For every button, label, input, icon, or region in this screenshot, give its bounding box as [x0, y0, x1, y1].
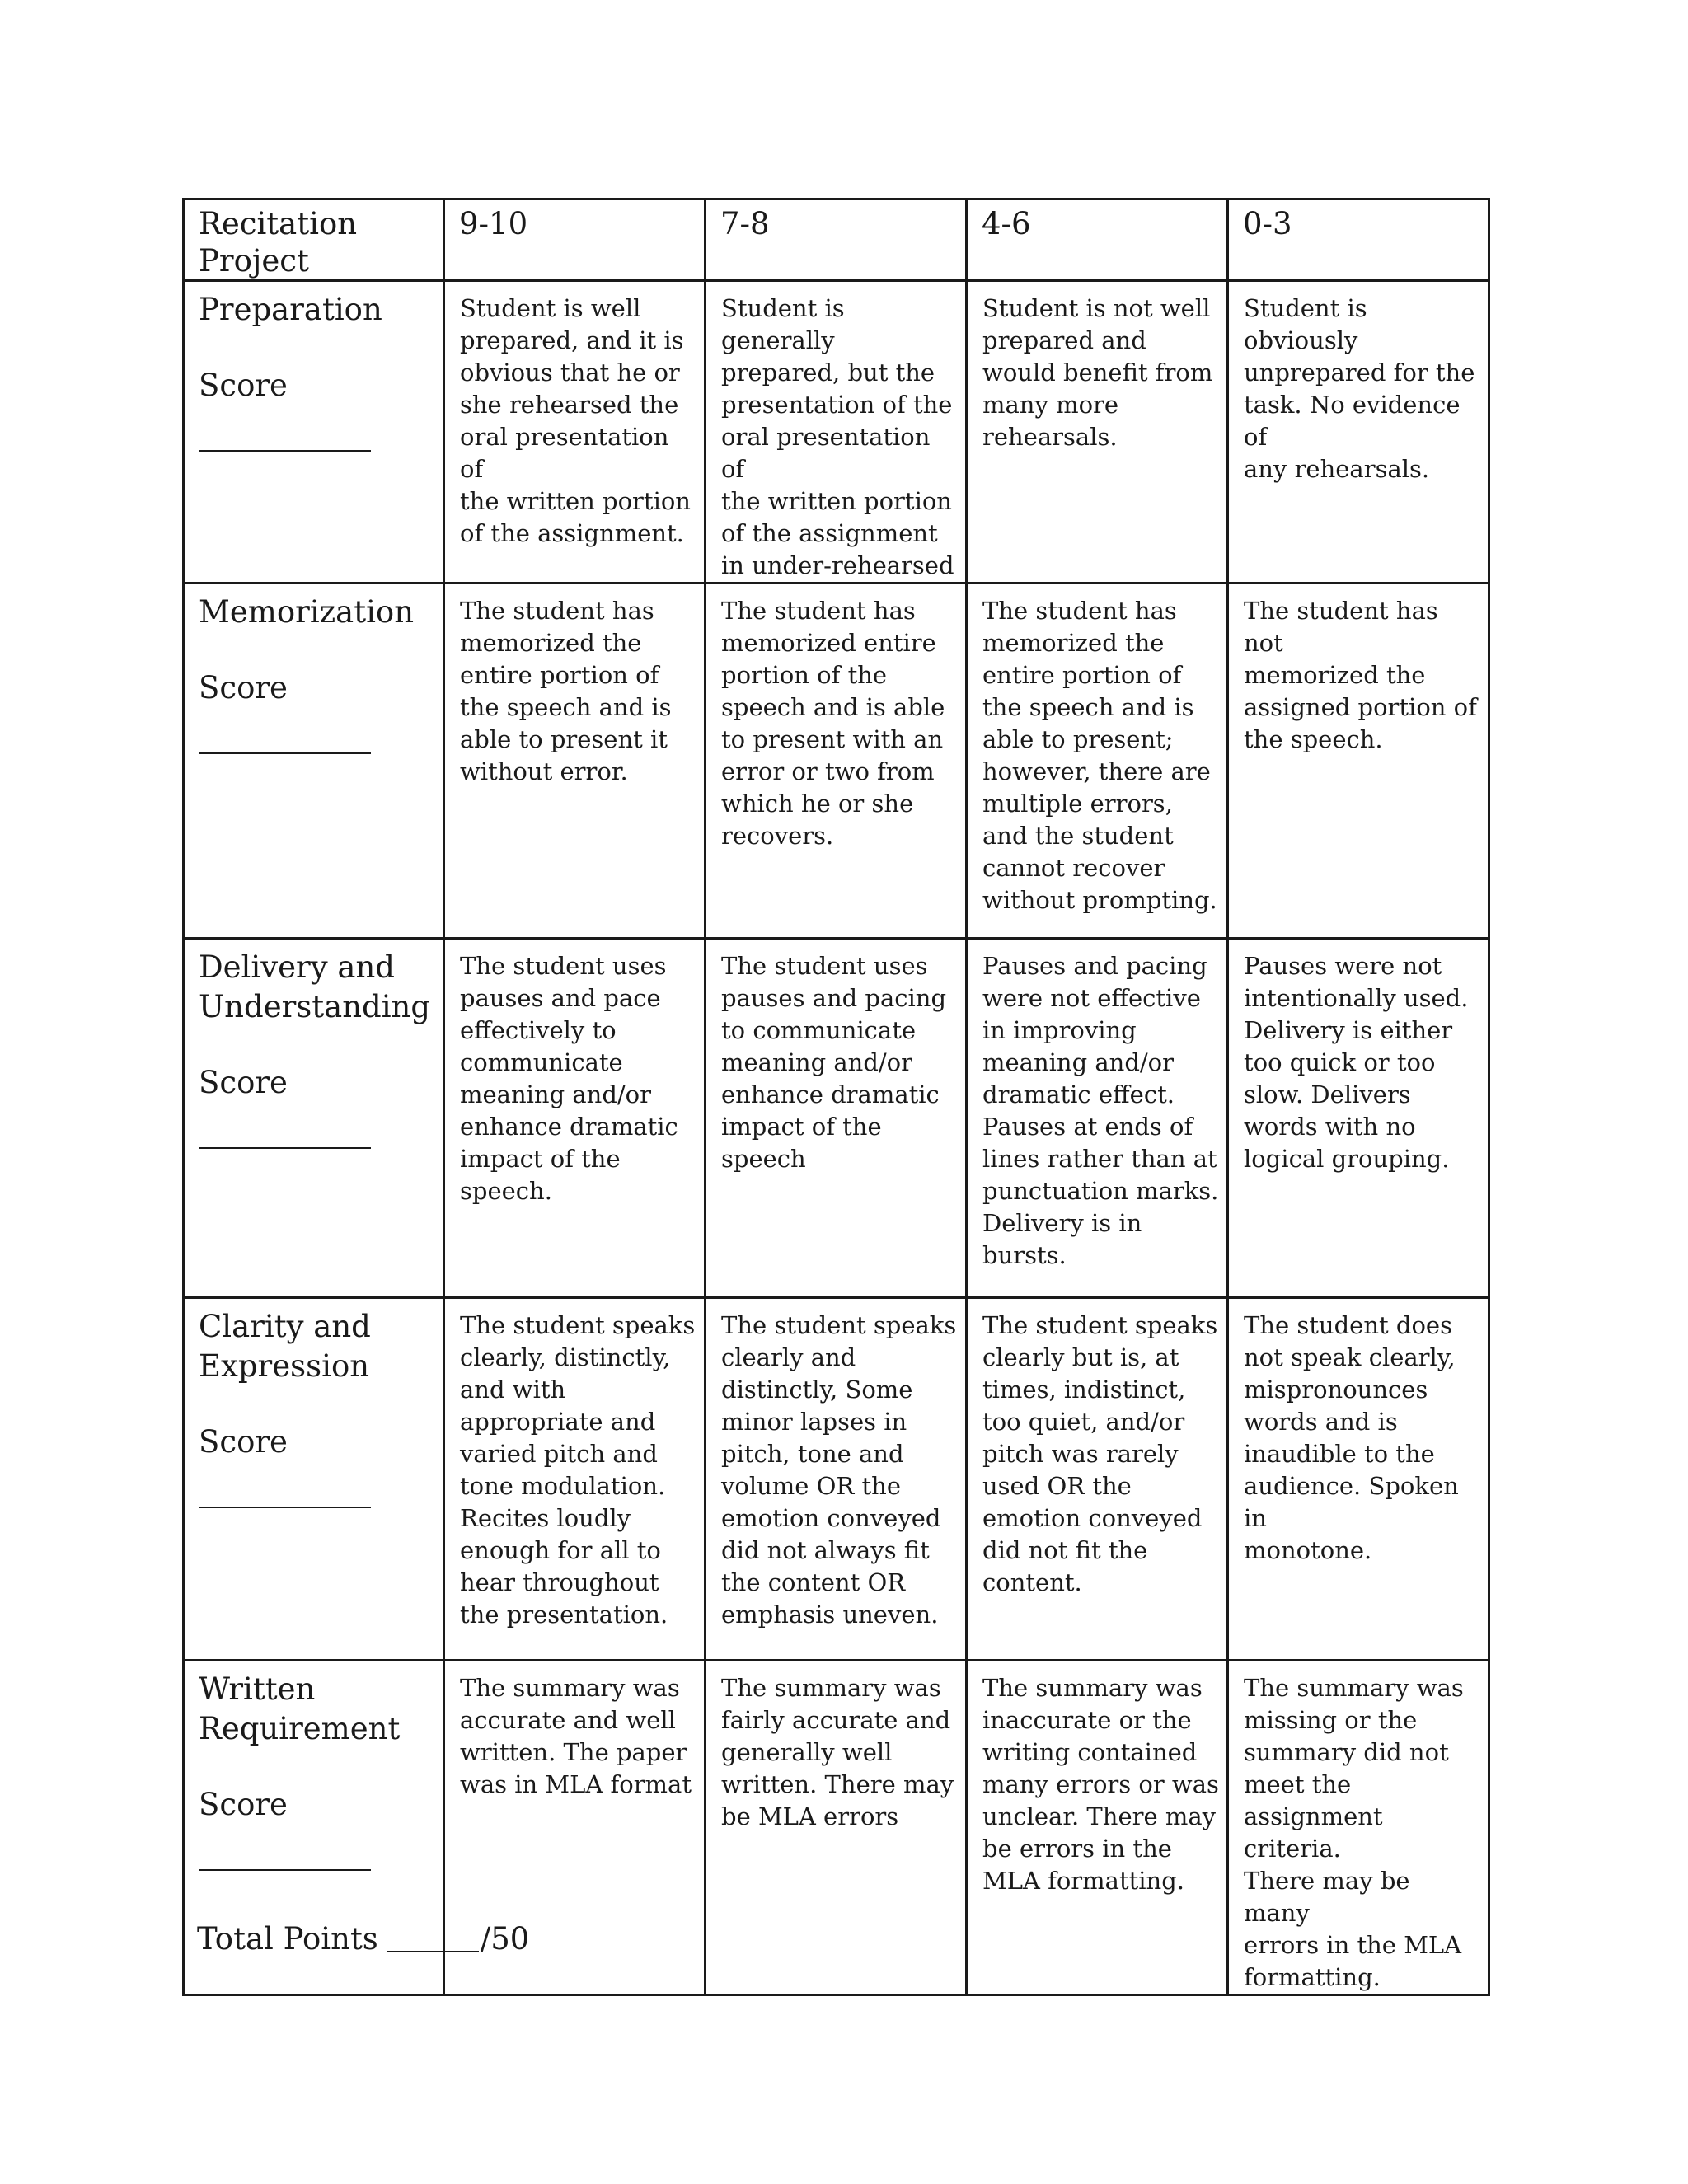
header-level-cell — [706, 199, 967, 281]
score-blank-line[interactable] — [199, 1147, 371, 1149]
criterion-cell — [184, 583, 444, 939]
criterion-cell — [184, 281, 444, 583]
level-description-cell — [1228, 281, 1489, 583]
level-description-cell — [706, 583, 967, 939]
level-description-cell — [444, 281, 706, 583]
score-label: Score — [199, 1424, 288, 1460]
header-level-cell — [1228, 199, 1489, 281]
criterion-name: Clarity and Expression — [199, 1309, 371, 1384]
score-blank-line[interactable] — [199, 1869, 371, 1871]
total-points-label: Total Points — [197, 1921, 378, 1957]
level-description: The student has memorized the entire portion of the speech and is able to present it without error. — [460, 597, 672, 785]
rubric-table — [182, 198, 1490, 1996]
level-description: The student does not speak clearly, mispronounces words and is inaudible to the audience. Spoken in monotone. — [1244, 1311, 1459, 1564]
level-description-cell — [706, 1298, 967, 1661]
level-description-cell — [967, 1298, 1228, 1661]
level-description-cell — [1228, 1298, 1489, 1661]
level-description: Student is not well prepared and would benefit from many more rehearsals. — [982, 294, 1213, 451]
level-description: Student is generally prepared, but the presentation of the oral presentation of the written portion of the assignment in under-rehearsed — [721, 294, 954, 579]
level-description: The student uses pauses and pace effectively to communicate meaning and/or enhance dramatic impact of the speech. — [460, 952, 678, 1205]
score-label: Score — [199, 1065, 288, 1100]
level-description: Pauses were not intentionally used. Delivery is either too quick or too slow. Delivers words with no logical grouping. — [1244, 952, 1469, 1173]
level-description-cell — [967, 281, 1228, 583]
header-level: 9-10 — [459, 206, 528, 241]
level-description: The summary was accurate and well written. The paper was in MLA format — [460, 1674, 692, 1798]
level-description-cell — [444, 939, 706, 1298]
level-description-cell — [967, 583, 1228, 939]
level-description: The student has memorized the entire portion of the speech and is able to present; however, there are multiple errors, and the student cannot recover without prompting. — [982, 597, 1217, 914]
score-label: Score — [199, 1787, 288, 1822]
level-description: The student has memorized entire portion of the speech and is able to present with an error or two from which he or she recovers. — [721, 597, 945, 850]
criterion-row-clarity — [184, 1298, 1489, 1661]
score-label: Score — [199, 670, 288, 705]
header-level: 4-6 — [982, 206, 1031, 241]
total-points — [197, 1920, 529, 1957]
level-description: The summary was fairly accurate and generally well written. There may be MLA errors — [721, 1674, 954, 1830]
header-level: 0-3 — [1243, 206, 1292, 241]
level-description-cell — [967, 1661, 1228, 1995]
total-points-max: /50 — [480, 1921, 530, 1957]
header-title: Recitation Project — [199, 206, 358, 279]
level-description: The student speaks clearly but is, at times, indistinct, too quiet, and/or pitch was rarely used OR the emotion conveyed did not fit the content. — [982, 1311, 1218, 1596]
total-points-blank-line[interactable] — [387, 1951, 479, 1952]
level-description: The student uses pauses and pacing to communicate meaning and/or enhance dramatic impact of the speech — [721, 952, 947, 1173]
criterion-name: Preparation — [199, 292, 382, 327]
criterion-name: Written Requirement — [199, 1671, 401, 1746]
level-description-cell — [1228, 583, 1489, 939]
level-description: The student speaks clearly and distinctly, Some minor lapses in pitch, tone and volume OR the emotion conveyed did not always fit the content OR emphasis uneven. — [721, 1311, 957, 1629]
level-description: Pauses and pacing were not effective in improving meaning and/or dramatic effect. Pauses at ends of lines rather than at punctuation marks. Delivery is in bursts. — [982, 952, 1219, 1269]
level-description: The summary was inaccurate or the writing contained many errors or was unclear. There may be errors in the MLA formatting. — [982, 1674, 1219, 1895]
header-level-cell — [444, 199, 706, 281]
score-blank-line[interactable] — [199, 752, 371, 754]
score-blank-line[interactable] — [199, 450, 371, 452]
criterion-row-preparation — [184, 281, 1489, 583]
level-description-cell — [706, 939, 967, 1298]
level-description-cell — [1228, 939, 1489, 1298]
header-level: 7-8 — [720, 206, 770, 241]
level-description-cell — [444, 583, 706, 939]
level-description-cell — [706, 281, 967, 583]
level-description-cell — [706, 1661, 967, 1995]
criterion-name: Delivery and Understanding — [199, 949, 431, 1024]
level-description: The student has not memorized the assigned portion of the speech. — [1244, 597, 1477, 753]
criterion-name: Memorization — [199, 594, 415, 630]
level-description: The student speaks clearly, distinctly, and with appropriate and varied pitch and tone modulation. Recites loudly enough for all to hear throughout the presentation. — [460, 1311, 696, 1629]
criterion-cell — [184, 1298, 444, 1661]
level-description-cell — [1228, 1661, 1489, 1995]
criterion-cell — [184, 939, 444, 1298]
level-description: The summary was missing or the summary did not meet the assignment criteria. There may be many errors in the MLA formatting. — [1244, 1674, 1464, 1991]
header-level-cell — [967, 199, 1228, 281]
header-row — [184, 199, 1489, 281]
level-description-cell — [967, 939, 1228, 1298]
score-label: Score — [199, 368, 288, 403]
header-title-cell — [184, 199, 444, 281]
level-description: Student is obviously unprepared for the task. No evidence of any rehearsals. — [1244, 294, 1475, 483]
criterion-row-memorization — [184, 583, 1489, 939]
level-description: Student is well prepared, and it is obvious that he or she rehearsed the oral presentation of the written portion of the assignment. — [460, 294, 691, 547]
level-description-cell — [444, 1298, 706, 1661]
criterion-row-delivery — [184, 939, 1489, 1298]
score-blank-line[interactable] — [199, 1507, 371, 1508]
